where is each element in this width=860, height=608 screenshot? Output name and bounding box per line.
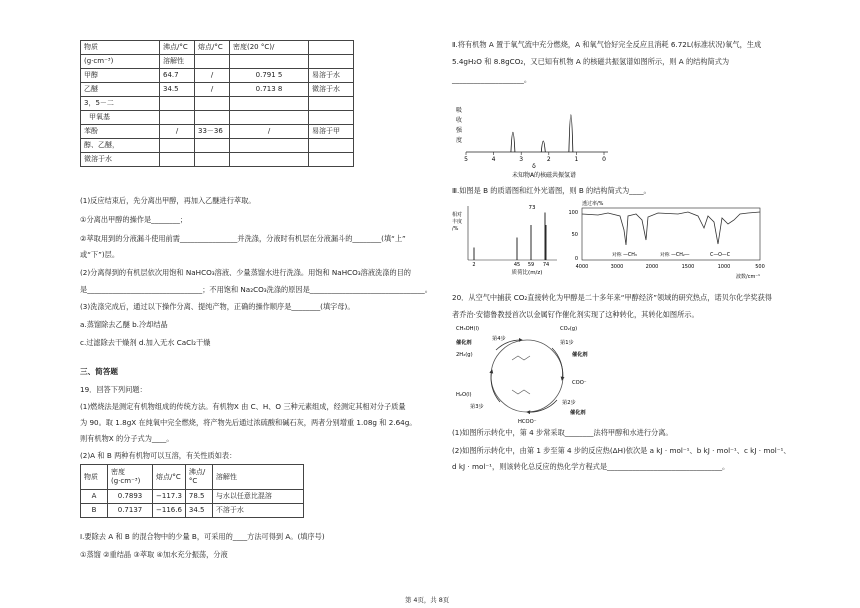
nmr-peak — [569, 115, 573, 152]
species-label: H₂O(l) — [456, 392, 472, 398]
text-line: ____________________。 — [452, 75, 532, 84]
table-cell: 甲醇 — [81, 69, 160, 83]
text-line: 19．回答下列问题： — [80, 385, 147, 394]
table-cell: (g·cm⁻³) — [81, 55, 160, 69]
table-cell: 微溶于水 — [309, 83, 354, 97]
table-cell — [309, 41, 354, 55]
table-cell — [230, 111, 309, 125]
table-ab-properties — [80, 464, 304, 518]
nmr-tick-label: 0 — [602, 156, 606, 163]
table-cell: / — [195, 69, 230, 83]
table-cell: 熔点/°C — [153, 465, 186, 490]
mass-spectrum — [452, 200, 562, 280]
ir-tick-label: 1000 — [717, 264, 731, 270]
table-cell: 微溶于水 — [81, 153, 160, 167]
nmr-tick-label: 5 — [464, 156, 468, 163]
molecule-sketch — [512, 356, 530, 394]
table-cell: 与水以任意比混溶 — [212, 490, 303, 504]
species-label: 2H₂(g) — [456, 352, 473, 358]
table-cell: 沸点/°C — [160, 41, 195, 55]
table-cell — [230, 97, 309, 111]
ir-ytick: 50 — [571, 232, 578, 238]
table-cell: / — [160, 125, 195, 139]
table-cell — [309, 153, 354, 167]
table-cell: 不溶于水 — [212, 504, 303, 518]
table-cell: 乙醚 — [81, 83, 160, 97]
ms-peak-label: 73 — [528, 205, 536, 211]
table-cell — [230, 153, 309, 167]
ir-tick-label: 500 — [755, 264, 765, 270]
ms-ylabel-line: 相对 — [452, 212, 463, 218]
table-cell — [160, 153, 195, 167]
text-line: 则有机物X 的分子式为____。 — [80, 434, 174, 443]
table-cell — [309, 55, 354, 69]
table-cell — [195, 111, 230, 125]
nmr-caption: 未知物A的核磁共振氢谱 — [511, 172, 577, 179]
table-cell: 密度(g·cm⁻³) — [108, 465, 153, 490]
table-solvents — [80, 40, 354, 167]
nmr-ylabel-char: 吸 — [456, 107, 463, 114]
nmr-tick-label: 1 — [574, 156, 579, 163]
table-cell — [309, 97, 354, 111]
table-cell: 64.7 — [160, 69, 195, 83]
ir-ylabel-line: 透过率/% — [582, 201, 604, 207]
table-cell: 熔点/°C — [195, 41, 230, 55]
text-line: 或“下”)层。 — [80, 250, 120, 259]
text-line: 20．从空气中捕获 CO₂直接转化为甲醇是二十多年来“甲醇经济”领域的研究热点，诺贝尔化学奖获得 — [452, 293, 772, 302]
table-cell — [230, 139, 309, 153]
section-heading: 三、简答题 — [80, 367, 118, 376]
text-line: Ⅱ.将有机物 A 置于氧气流中充分燃烧，A 和氧气恰好完全反应且消耗 6.72L(标准状况)氧气，生成 — [452, 40, 762, 49]
species-label: CH₃OH(l) — [456, 326, 480, 332]
ir-trace — [582, 212, 760, 245]
step-label: 第3步 — [470, 404, 484, 410]
ms-ylabel-line: 丰度 — [452, 219, 463, 225]
nmr-ylabel-char: 强 — [456, 127, 463, 134]
text-line: c.过滤除去干燥剂 d.加入无水 CaCl₂干燥 — [80, 338, 211, 347]
ms-tick-label: 59 — [527, 262, 535, 268]
text-line: (3)洗涤完成后，通过以下操作分离、提纯产物，正确的操作顺序是________(填字母)。 — [80, 302, 355, 311]
species-label: COO⁻ — [572, 380, 587, 386]
table-cell: 3，5－二 — [81, 97, 160, 111]
text-line: ①分离出甲醇的操作是________； — [80, 215, 188, 224]
ir-ytick: 0 — [574, 256, 578, 262]
table-cell: 密度(20 °C)/ — [230, 41, 309, 55]
page-footer: 第 4页，共 8页 — [405, 596, 450, 604]
table-cell: 0.791 5 — [230, 69, 309, 83]
nmr-xlabel: δ — [532, 163, 536, 170]
text-line: ①蒸馏 ②重结晶 ③萃取 ④加水充分振荡，分液 — [80, 550, 228, 559]
table-cell — [195, 153, 230, 167]
table-cell — [230, 55, 309, 69]
text-line: ②萃取用到的分液漏斗使用前需________________并洗涤，分液时有机层在分液漏斗的________(填“上” — [80, 234, 406, 243]
cycle-arrow — [552, 348, 563, 380]
nmr-spectrum — [452, 100, 617, 180]
table-cell: 苯酚 — [81, 125, 160, 139]
table-row — [81, 504, 304, 518]
ms-ylabel-line: /% — [452, 226, 459, 232]
table-cell: 0.7137 — [108, 504, 153, 518]
ir-tick-label: 3000 — [610, 264, 624, 270]
table-cell: A — [81, 490, 108, 504]
ir-annotation: 对称 —CH₂— — [660, 253, 690, 258]
table-cell: 甲氧基 — [81, 111, 160, 125]
nmr-ylabel-char: 收 — [456, 117, 463, 124]
table-cell: 沸点/°C — [185, 465, 212, 490]
text-line: Ⅲ.如图是 B 的质谱图和红外光谱图，则 B 的结构简式为____。 — [452, 186, 651, 195]
table-cell: 0.713 8 — [230, 83, 309, 97]
text-line: (1)燃烧法是测定有机物组成的传统方法。有机物X 由 C、H、O 三种元素组成，经测定其相对分子质量 — [80, 402, 406, 411]
table-cell — [195, 139, 230, 153]
table-cell: 34.5 — [160, 83, 195, 97]
text-line: (2)如图所示转化中，由第 1 步至第 4 步的反应热(ΔH)依次是 a kJ · mol⁻¹、b kJ · mol⁻¹、c kJ · mol⁻¹、 — [452, 446, 791, 455]
table-cell: / — [195, 83, 230, 97]
table-cell — [195, 55, 230, 69]
nmr-peak — [511, 132, 515, 152]
table-cell: 0.7893 — [108, 490, 153, 504]
text-line: (2)A 和 B 两种有机物可以互溶，有关性质如表： — [80, 451, 237, 460]
text-line: (1)如图所示转化中，第 4 步常采取________法将甲醇和水进行分离。 — [452, 428, 673, 437]
table-cell: 物质 — [81, 465, 108, 490]
step-label: 第2步 — [562, 400, 576, 406]
text-line: 是________________________________；不用饱和 Na₂CO₃洗涤的原因是________________________________。 — [80, 285, 432, 294]
table-cell: 溶解性 — [212, 465, 303, 490]
table-row — [81, 83, 354, 97]
text-line: a.蒸馏除去乙醚 b.冷却结晶 — [80, 320, 168, 329]
text-line: (2)分离得到的有机层依次用饱和 NaHCO₃溶液、少量蒸馏水进行洗涤。用饱和 NaHCO₃溶液洗涤的目的 — [80, 268, 411, 277]
step-label: 第1步 — [560, 340, 574, 346]
catalyst-label: 催化剂 — [456, 340, 472, 346]
ms-xlabel: 质荷比(m/z) — [511, 270, 543, 276]
nmr-ylabel-char: 度 — [456, 137, 463, 144]
table-cell: 物质 — [81, 41, 160, 55]
text-line: 5.4gH₂O 和 8.8gCO₂，又已知有机物 A 的核磁共振氢谱如图所示，则 A 的结构简式为 — [452, 57, 730, 66]
table-cell: B — [81, 504, 108, 518]
table-cell: 78.5 — [185, 490, 212, 504]
table-row — [81, 69, 354, 83]
ms-tick-label: 45 — [513, 262, 521, 268]
table-cell: 34.5 — [185, 504, 212, 518]
catalyst-label: 催化剂 — [570, 410, 586, 416]
ms-tick-label: 74 — [542, 262, 550, 268]
text-line: 者乔治·安德鲁教授首次以金属钌作催化剂实现了这种转化，其转化如图所示。 — [452, 310, 699, 319]
table-cell — [160, 111, 195, 125]
table-cell: 醇、乙醚， — [81, 139, 160, 153]
text-line: d kJ · mol⁻¹，则该转化总反应的热化学方程式是________________________________。 — [452, 462, 730, 471]
table-cell — [309, 139, 354, 153]
table-cell — [195, 97, 230, 111]
ms-tick-label: 2 — [472, 262, 476, 268]
table-cell — [160, 139, 195, 153]
ir-annotation: C—O—C — [710, 253, 731, 258]
table-cell: −117.3 — [153, 490, 186, 504]
nmr-tick-label: 3 — [519, 156, 524, 163]
table-cell: 易溶于甲 — [309, 125, 354, 139]
nmr-tick-label: 4 — [491, 156, 496, 163]
cycle-ring — [491, 340, 563, 412]
catalyst-label: 催化剂 — [572, 352, 588, 358]
ir-tick-label: 4000 — [575, 264, 589, 270]
ir-ytick: 100 — [568, 210, 578, 216]
table-cell: 易溶于水 — [309, 69, 354, 83]
text-line: 为 90。取 1.8gX 在纯氧中完全燃烧，将产物先后通过浓硫酸和碱石灰，两者分别增重 1.08g 和 2.64g。 — [80, 418, 417, 427]
text-line: Ⅰ.要除去 A 和 B 的混合物中的少量 B，可采用的____方法可得到 A。(填序号) — [80, 532, 325, 541]
ir-tick-label: 1500 — [681, 264, 695, 270]
catalytic-cycle-diagram — [452, 320, 602, 426]
text-line: (1)反应结束后，先分离出甲醇，再加入乙醚进行萃取。 — [80, 196, 256, 205]
table-cell: −116.6 — [153, 504, 186, 518]
ir-xlabel: 波数/cm⁻¹ — [736, 274, 760, 280]
table-cell: / — [230, 125, 309, 139]
ir-annotation: 对称 —CH₃ — [612, 253, 637, 258]
step-label: 第4步 — [492, 336, 506, 342]
table-cell: 溶解性 — [160, 55, 195, 69]
nmr-tick-label: 2 — [546, 156, 551, 163]
nmr-peak — [541, 141, 545, 152]
species-label: CO₂(g) — [560, 326, 578, 332]
table-cell — [309, 111, 354, 125]
table-row — [81, 490, 304, 504]
table-cell: 33－36 — [195, 125, 230, 139]
ir-tick-label: 2000 — [645, 264, 659, 270]
species-label: HCOO⁻ — [518, 419, 537, 425]
ir-spectrum — [568, 200, 768, 282]
table-cell — [160, 97, 195, 111]
